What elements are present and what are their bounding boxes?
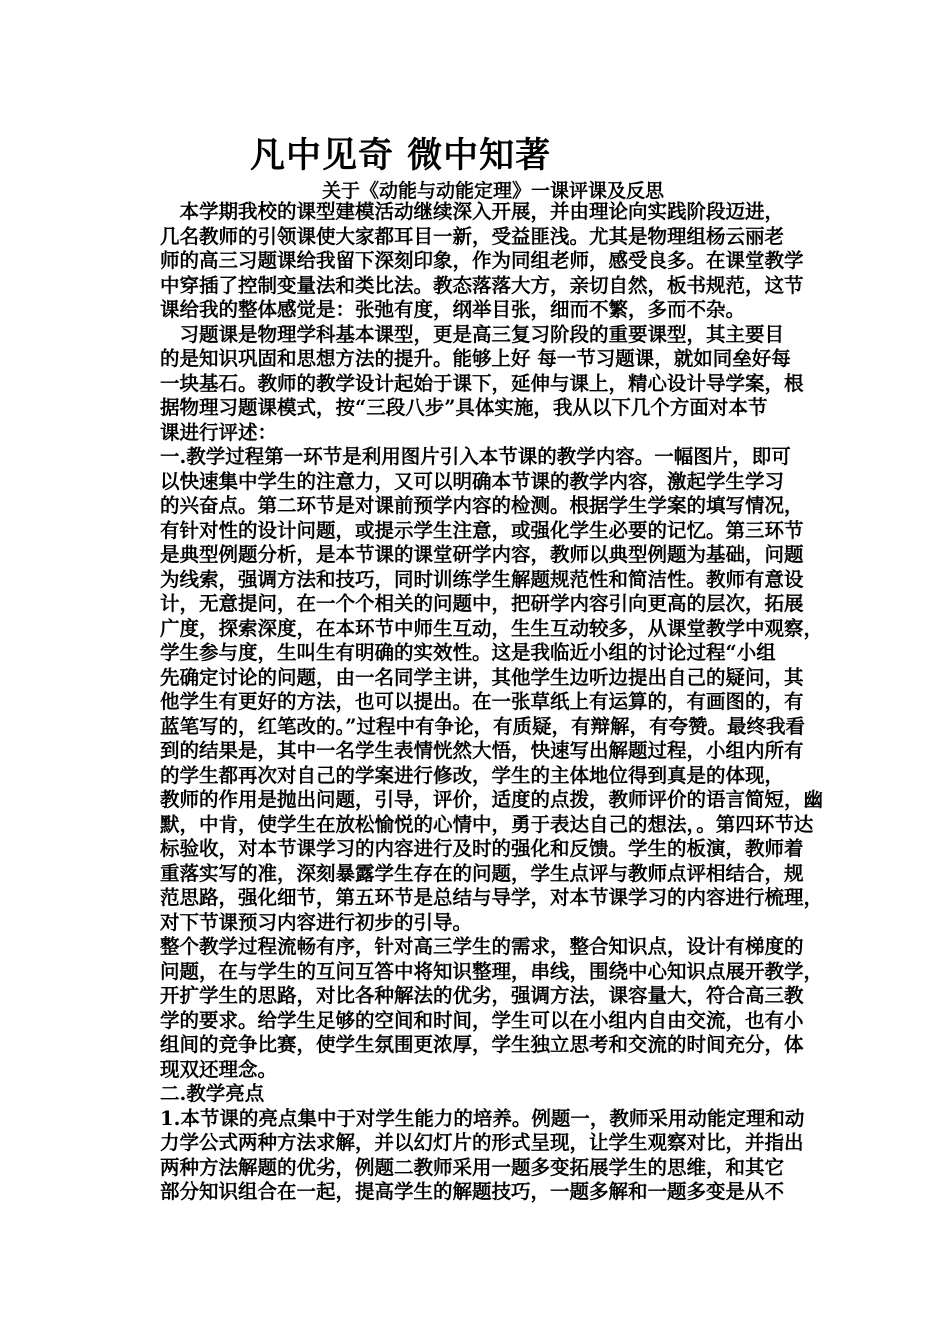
- body-text-line: 课进行评述：: [160, 420, 278, 444]
- document-title: 凡中见奇 微中知著: [250, 135, 552, 176]
- body-text-line: 习题课是物理学科基本课型，更是高三复习阶段的重要课型，其主要目: [160, 322, 785, 346]
- body-text-line: 组间的竞争比赛，使学生氛围更浓厚，学生独立思考和交流的时间充分，体: [160, 1033, 804, 1056]
- body-text-line: 中穿插了控制变量法和类比法。教态落落大方，亲切自然，板书规范，这节: [160, 273, 804, 297]
- document-body: [160, 200, 890, 1205]
- body-text-line: 是典型例题分析，是本节课的课堂研学内容，教师以典型例题为基础，问题: [160, 543, 804, 566]
- body-text-line: 现双还理念。: [160, 1057, 278, 1081]
- body-text-line: 部分知识组合在一起，提高学生的解题技巧，一题多解和一题多变是从不: [160, 1180, 785, 1203]
- body-text-line: 一.教学过程第一环节是利用图片引入本节课的教学内容。一幅图片，即可: [160, 445, 791, 468]
- body-text-line: 范思路，强化细节，第五环节是总结与导学，对本节课学习的内容进行梳理，: [160, 886, 824, 909]
- body-text-line: 课给我的整体感觉是：张弛有度，纲举目张，细而不繁，多而不杂。: [160, 298, 746, 321]
- body-text-line: 先确定讨论的问题，由一名同学主讲，其他学生边听边提出自己的疑问，其: [160, 665, 804, 689]
- body-text-line: 1.本节课的亮点集中于对学生能力的培养。例题一，教师采用动能定理和动: [160, 1106, 805, 1130]
- body-text-line: 开扩学生的思路，对比各种解法的优劣，强调方法，课容量大，符合高三教: [160, 984, 804, 1007]
- body-text-line: 几名教师的引领课使大家都耳目一新，受益匪浅。尤其是物理组杨云丽老: [160, 224, 785, 248]
- body-text-line: 对下节课预习内容进行初步的引导。: [160, 910, 473, 934]
- body-text-line: 的是知识巩固和思想方法的提升。能够上好 每一节习题课，就如同垒好每: [160, 347, 791, 370]
- body-text-line: 整个教学过程流畅有序，针对高三学生的需求，整合知识点，设计有梯度的: [160, 935, 804, 958]
- body-text-line: 一块基石。教师的教学设计起始于课下，延伸与课上，精心设计导学案，根: [160, 371, 804, 395]
- body-text-line: 广度，探索深度，在本环节中师生互动，生生互动较多，从课堂教学中观察，: [160, 616, 824, 640]
- body-text-line: 默，中肯，使学生在放松愉悦的心情中，勇于表达自己的想法，。第四环节达: [160, 812, 814, 836]
- body-text-line: 为线索，强调方法和技巧，同时训练学生解题规范性和简洁性。教师有意设: [160, 567, 804, 591]
- body-text-line: 据物理习题课模式，按“三段八步”具体实施，我从以下几个方面对本节: [160, 396, 768, 419]
- body-text-line: 他学生有更好的方法，也可以提出。在一张草纸上有运算的，有画图的，有: [160, 690, 804, 713]
- body-text-line: 本学期我校的课型建模活动继续深入开展，并由理论向实践阶段迈进，: [160, 200, 785, 223]
- document-subtitle: 关于《动能与动能定理》一课评课及反思: [322, 180, 665, 202]
- body-text-line: 标验收，对本节课学习的内容进行及时的强化和反馈。学生的板演，教师着: [160, 837, 804, 860]
- body-text-line: 以快速集中学生的注意力，又可以明确本节课的教学内容，激起学生学习: [160, 469, 785, 493]
- body-text-line: 的学生都再次对自己的学案进行修改，学生的主体地位得到真是的体现，: [160, 763, 785, 787]
- body-text-line: 学生参与度，生叫生有明确的实效性。这是我临近小组的讨论过程“小组: [160, 641, 776, 664]
- body-text-line: 教师的作用是抛出问题，引导，评价，适度的点拨，教师评价的语言简短，幽: [160, 788, 824, 811]
- body-text-line: 重落实写的准，深刻暴露学生存在的问题，学生点评与教师点评相结合，规: [160, 861, 804, 885]
- body-text-line: 师的高三习题课给我留下深刻印象，作为同组老师，感受良多。在课堂教学: [160, 249, 804, 272]
- body-text-line: 的兴奋点。第二环节是对课前预学内容的检测。根据学生学案的填写情况，: [160, 494, 804, 517]
- body-text-line: 有针对性的设计问题，或提示学生注意，或强化学生必要的记忆。第三环节: [160, 518, 804, 542]
- body-text-line: 到的结果是，其中一名学生表情恍然大悟，快速写出解题过程，小组内所有: [160, 739, 804, 762]
- body-text-line: 问题，在与学生的互问互答中将知识整理，串线，围绕中心知识点展开教学，: [160, 959, 824, 983]
- body-text-line: 两种方法解题的优劣，例题二教师采用一题多变拓展学生的思维，和其它: [160, 1155, 785, 1179]
- body-text-line: 蓝笔写的，红笔改的。”过程中有争论，有质疑，有辩解，有夸赞。最终我看: [160, 714, 805, 738]
- body-text-line: 学的要求。给学生足够的空间和时间，学生可以在小组内自由交流，也有小: [160, 1008, 804, 1032]
- body-text-line: 二.教学亮点: [160, 1082, 265, 1105]
- body-text-line: 力学公式两种方法求解，并以幻灯片的形式呈现，让学生观察对比，并指出: [160, 1131, 804, 1154]
- body-text-line: 计，无意提问，在一个个相关的问题中，把研学内容引向更高的层次，拓展: [160, 592, 804, 615]
